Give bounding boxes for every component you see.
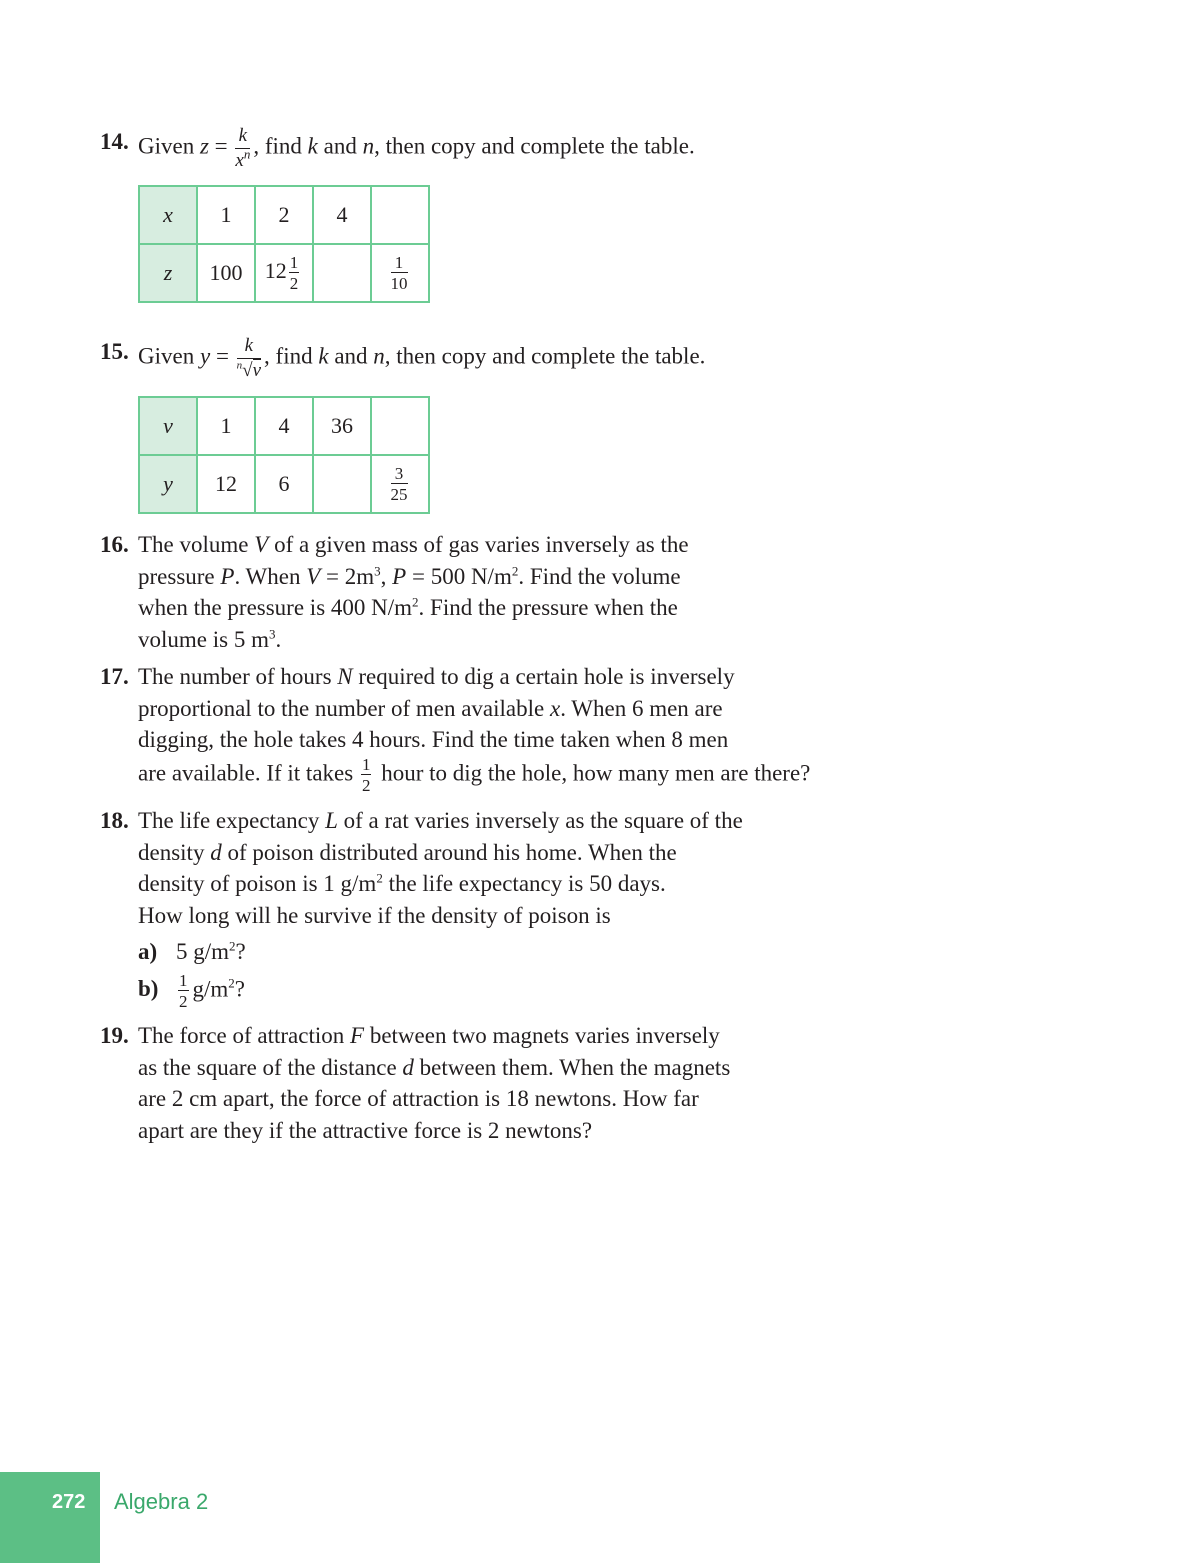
table-cell: [313, 455, 371, 513]
row-header-z: z: [139, 244, 197, 302]
table-cell: [371, 186, 429, 244]
question-16: 16. The volume V of a given mass of gas varies inversely as the pressure P. When $V = 2m^3$, P = 500 $N/m^2$. Find the volume when the pressure is 400 $N/m^2$. Find the pressure when the volume is 5 $m^3$.: [100, 529, 860, 561]
page-number: 272: [52, 1491, 86, 1513]
table-cell: 12 $\frac{1}{2}$: [255, 244, 313, 302]
footer-accent-bar: [0, 1472, 100, 1563]
question-14: 14. Given z = $\frac{k}{x^n}$ , find k and n, then copy and complete the table.: [100, 125, 695, 171]
question-number: 15.: [100, 339, 129, 364]
table-q15: [138, 396, 430, 514]
table-cell: 36: [313, 397, 371, 455]
table-cell: 4: [313, 186, 371, 244]
question-15: 15. Given y = $\frac{k}{^n√v}$ , find k and n, then copy and complete the table.: [100, 335, 706, 381]
fraction-one-tenth: $\frac{1}{10}$: [390, 253, 408, 293]
fraction-three-over-twenty-five: $\frac{3}{25}$: [390, 464, 408, 504]
question-number: 18.: [100, 808, 129, 833]
question-17: 17. The number of hours N required to dig a certain hole is inversely proportional to the number of men available x. When 6 men are digging, the hole takes 4 hours. Find the time taken when 8 men are available. If it takes $\frac{1}{2}$ hour to dig the hole, how many men are there?: [100, 661, 860, 693]
question-18: 18. The life expectancy L of a rat varies inversely as the square of the density d of poison distributed around his home. When the density of poison is 1 $g/m^2$ the life expectancy is 50 days. How long will he survive if the density of poison is: [100, 805, 860, 837]
table-cell: 2: [255, 186, 313, 244]
row-header-x: x: [139, 186, 197, 244]
subpart-label: a): [138, 939, 158, 964]
fraction-one-half: $\frac{1}{2}$: [179, 971, 188, 1011]
fraction-one-half: $\frac{1}{2}$: [361, 754, 371, 795]
question-number: 14.: [100, 129, 129, 154]
table-cell: 4: [255, 397, 313, 455]
question-19: 19. The force of attraction F between two magnets varies inversely as the square of the distance d between them. When the magnets are 2 cm apart, the force of attraction is 18 newtons. How far apart are they if the attractive force is 2 newtons?: [100, 1020, 860, 1052]
table-cell: 100: [197, 244, 255, 302]
table-cell: [371, 455, 429, 513]
table-cell: 6: [255, 455, 313, 513]
book-title: Algebra 2: [114, 1489, 209, 1514]
row-header-y: y: [139, 455, 197, 513]
row-header-v: v: [139, 397, 197, 455]
question-number: 19.: [100, 1023, 129, 1048]
table-cell: [371, 397, 429, 455]
table-cell: 1: [197, 397, 255, 455]
subpart-a: a) 5 $g/m^2$?: [138, 938, 246, 964]
table-cell: 1: [197, 186, 255, 244]
subpart-label: b): [138, 976, 159, 1002]
table-q14: [138, 185, 430, 303]
fraction-one-half: $\frac{1}{2}$: [289, 253, 299, 293]
question-number: 17.: [100, 664, 129, 689]
table-cell: [371, 244, 429, 302]
subpart-b: b) $\frac{1}{2}$ $g/m^2$?: [138, 971, 245, 1011]
question-number: 16.: [100, 532, 129, 557]
table-cell: [313, 244, 371, 302]
fraction-k-over-nth-root-v: $\frac{k}{^n√v}$: [236, 335, 262, 381]
fraction-k-over-xn: $\frac{k}{x^n}$: [235, 125, 251, 171]
table-cell: 12: [197, 455, 255, 513]
